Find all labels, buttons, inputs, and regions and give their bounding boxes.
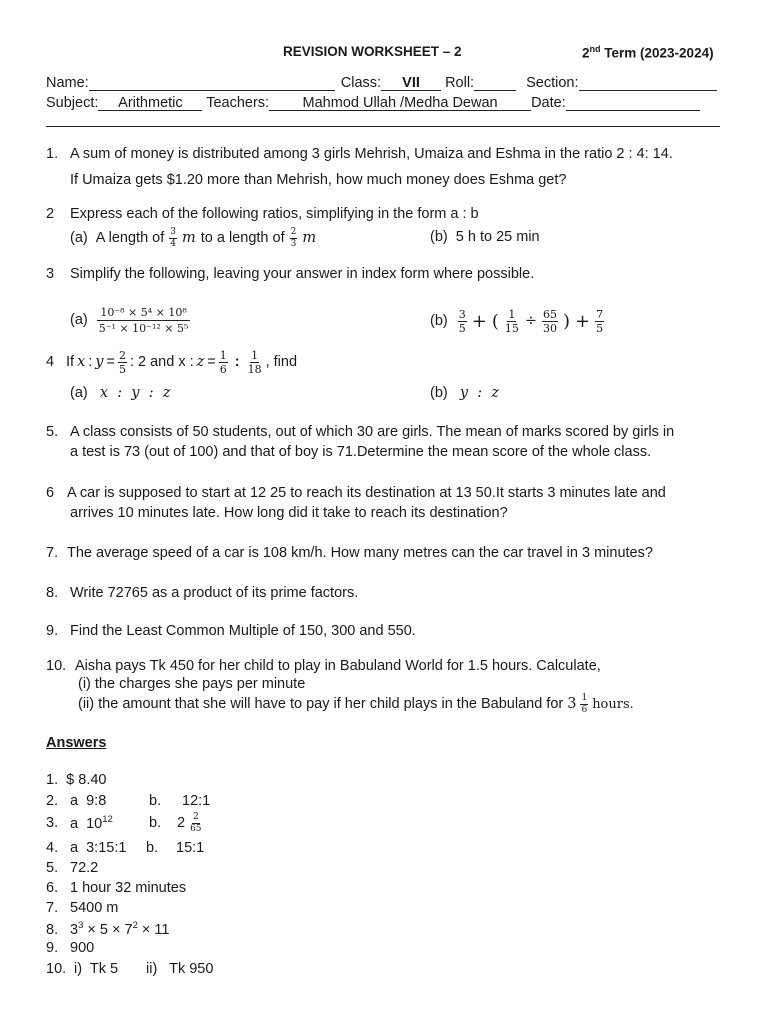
question-10-line-1: Aisha pays Tk 450 for her child to play in Babuland World for 1.5 hours. Calculate, xyxy=(75,658,601,674)
unit: hours xyxy=(592,696,630,712)
fraction: $\frac{65}{30}$ xyxy=(543,307,558,335)
part-text: A length of xyxy=(95,230,165,246)
teachers-label: Teachers: xyxy=(206,95,270,111)
section-label: Section: xyxy=(526,75,579,91)
question-1-num: 1. xyxy=(46,146,59,162)
question-2-num: 2 xyxy=(46,206,55,222)
mixed-whole: 3 xyxy=(567,696,577,712)
var-z: z xyxy=(196,354,205,370)
question-7-text: The average speed of a car is 108 km/h. How many metres can the car travel in 3 minutes? xyxy=(67,545,653,561)
fraction: $\frac{1}{6}$ xyxy=(219,348,227,376)
question-4a: (a) x : y : z xyxy=(70,385,171,401)
var-y: y xyxy=(95,354,104,370)
question-2-text: Express each of the following ratios, simplifying in the form a : b xyxy=(70,206,479,222)
paren-close: ) xyxy=(563,310,571,332)
fraction: $\frac{7}{5}$ xyxy=(596,307,604,335)
question-4-num: 4 xyxy=(46,354,55,370)
answer-10: 10. i) Tk 5 ii) Tk 950 xyxy=(46,961,214,977)
header-divider xyxy=(46,126,720,127)
section-field[interactable] xyxy=(579,75,717,91)
fraction: $\frac{3}{4}$ xyxy=(170,226,176,249)
answer-3: 3. a $10^{12}$ b. 2 $\frac{2}{65}$ xyxy=(46,811,202,834)
fraction: $\frac{\text{10⁻⁸ × 5⁴ × 10⁸}}{\text{5⁻¹ × 10⁻¹² × 5⁵}}$ xyxy=(98,305,189,335)
roll-label: Roll: xyxy=(445,75,475,91)
question-8-num: 8. xyxy=(46,585,59,601)
question-5-num: 5. xyxy=(46,424,59,440)
fraction: $\frac{3}{5}$ xyxy=(458,307,466,335)
part-label: (a) xyxy=(70,230,88,246)
part-label: (b) xyxy=(430,313,448,329)
question-4b: (b) y : z xyxy=(430,385,499,401)
question-6-line-1: A car is supposed to start at 12 25 to reach its destination at 13 50.It starts 3 minutes late and xyxy=(67,485,666,501)
equals: = xyxy=(207,354,216,370)
unit: m xyxy=(302,230,317,246)
fraction: $\frac{1}{15}$ xyxy=(504,307,519,335)
colon: : xyxy=(234,354,240,370)
plus-sign: + xyxy=(471,310,487,332)
question-10-num: 10. xyxy=(46,658,67,674)
paren-open: ( xyxy=(491,310,499,332)
period: . xyxy=(629,696,634,712)
roll-field[interactable] xyxy=(474,75,516,91)
unit: m xyxy=(182,230,196,246)
var-x: x xyxy=(77,354,86,370)
teachers-field[interactable]: Mahmod Ullah /Medha Dewan xyxy=(269,95,531,111)
question-9-num: 9. xyxy=(46,623,59,639)
answer-2: 2. a 9:8 b. 12:1 xyxy=(46,793,211,809)
question-3-num: 3 xyxy=(46,266,55,282)
subject-label: Subject: xyxy=(46,95,99,111)
fraction: $\frac{1}{18}$ xyxy=(247,348,262,376)
question-6-num: 6 xyxy=(46,485,55,501)
question-1-line-1: A sum of money is distributed among 3 girls Mehrish, Umaiza and Eshma in the ratio 2 : 4: 14. xyxy=(70,146,673,162)
question-9-text: Find the Least Common Multiple of 150, 300 and 550. xyxy=(70,623,416,639)
answer-4: 4. a 3:15:1 b. 15:1 xyxy=(46,840,205,856)
part-text: to a length of xyxy=(200,230,285,246)
date-label: Date: xyxy=(531,95,566,111)
fraction: $\frac{2}{65}$ xyxy=(190,811,202,834)
colon: : xyxy=(88,354,93,370)
question-4-text xyxy=(66,344,297,380)
part-text: (ii) the amount that she will have to pay if her child plays in the Babuland for xyxy=(78,696,564,712)
question-3b xyxy=(430,303,604,339)
answer-6: 6. 1 hour 32 minutes xyxy=(46,880,187,896)
question-3a xyxy=(70,302,191,338)
subject-field[interactable]: Arithmetic xyxy=(98,95,202,111)
question-10-part-ii xyxy=(78,691,634,717)
question-10-part-i: (i) the charges she pays per minute xyxy=(78,676,306,692)
question-7-num: 7. xyxy=(46,545,59,561)
question-5-line-1: A class consists of 50 students, out of which 30 are girls. The mean of marks scored by girls in xyxy=(70,424,675,440)
info-row-1 xyxy=(46,75,717,91)
class-label: Class: xyxy=(340,75,382,91)
date-field[interactable] xyxy=(566,95,700,111)
answer-8: 8. $3^3 \times 5 \times 7^2 \times 11$ xyxy=(46,920,170,938)
answer-9: 9. 900 xyxy=(46,940,95,956)
question-3-text: Simplify the following, leaving your answer in index form where possible. xyxy=(70,266,535,282)
question-8-text: Write 72765 as a product of its prime factors. xyxy=(70,585,359,601)
divide-sign: ÷ xyxy=(524,313,538,329)
info-row-2 xyxy=(46,95,700,111)
equals: = xyxy=(106,354,115,370)
answers-heading: Answers xyxy=(46,735,107,751)
text: If xyxy=(66,354,75,370)
question-6-line-2: arrives 10 minutes late. How long did it take to reach its destination? xyxy=(70,505,508,521)
answer-7: 7. 5400 m xyxy=(46,900,119,916)
text: : 2 and x : xyxy=(129,354,194,370)
text: , find xyxy=(265,354,298,370)
answer-5: 5. 72.2 xyxy=(46,860,99,876)
fraction: $\frac{1}{6}$ xyxy=(581,692,588,715)
question-2a xyxy=(70,224,316,252)
fraction: $\frac{2}{5}$ xyxy=(118,348,126,376)
plus-sign: + xyxy=(575,310,591,332)
class-field[interactable]: VII xyxy=(381,75,441,91)
name-field[interactable] xyxy=(89,75,335,91)
question-2b: (b) 5 h to 25 min xyxy=(430,229,540,245)
name-label: Name: xyxy=(46,75,89,91)
question-1-line-2: If Umaiza gets $1.20 more than Mehrish, how much money does Eshma get? xyxy=(70,172,567,188)
worksheet-title: REVISION WORKSHEET – 2 xyxy=(283,44,462,59)
question-5-line-2: a test is 73 (out of 100) and that of boy is 71.Determine the mean score of the whole class. xyxy=(70,444,652,460)
fraction: $\frac{2}{3}$ xyxy=(290,226,297,249)
term-label: 2nd Term (2023-2024) xyxy=(582,44,714,61)
part-label: (a) xyxy=(70,312,88,328)
answer-1: 1. $ 8.40 xyxy=(46,772,107,788)
